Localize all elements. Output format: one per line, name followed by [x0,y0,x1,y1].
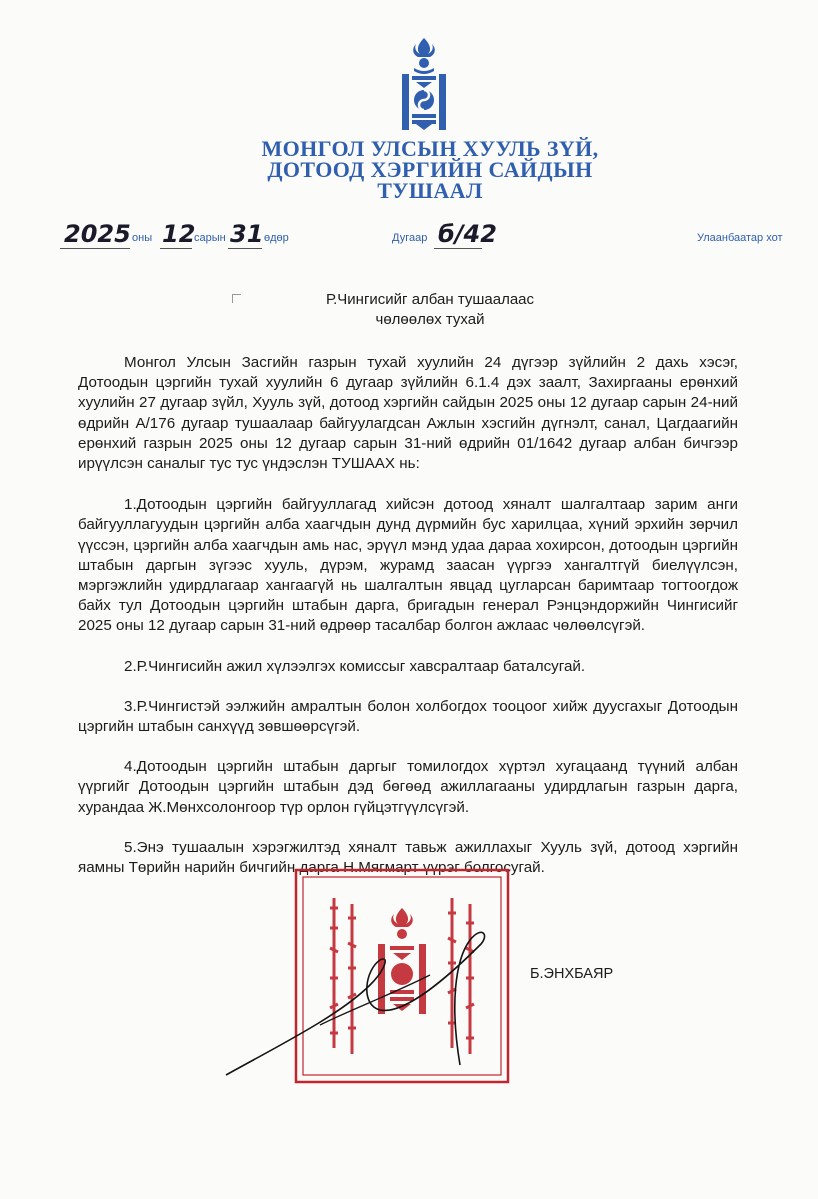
date-day: 31 [230,220,264,248]
date-line [0,218,818,258]
signer-name: Б.ЭНХБАЯР [530,966,614,982]
ministry-title-line-2: ДОТООД ХЭРГИЙН САЙДЫН [267,157,593,182]
subject-line-2: чөлөөлөх тухай [375,311,485,328]
decree-item-1: 1.Дотоодын цэргийн байгууллагад хийсэн дотоод хяналт шалгалтаар зарим анги байгууллагуудын цэргийн алба хаагчдын дунд дүрмийн бус харилцаа, хүний эрхийн зөрчил үүссэн, цэргийн алба хаагчдын амь нас, эрүүл мэнд удаа дараа хохирсон, дотоодын цэргийн штабын даргын зүгээс хууль, дүрэм, журамд заасан үүргээ хангалтгүй биелүүлсэн, мэргэжлийн удирдлагаар хангаагүй нь шалгалтын явцад цугларсан баримтаар тогтоогдож байх тул Дотоодын цэргийн штабын дарга, бригадын генерал Рэнцэндоржийн Чингисийг 2025 оны 12 дугаар сарын 31-ний өдрөөр тасалбар болгон ажлаас чөлөөлсүгэй. [78,496,738,635]
decree-item-3: 3.Р.Чингистэй ээлжийн амралтын болон холбогдох тооцоог хийж дуусгахыг Дотоодын цэргийн штабын санхүүд зөвшөөрсүгэй. [78,697,738,736]
date-year: 2025 [64,220,131,248]
decree-item-4: 4.Дотоодын цэргийн штабын даргыг томилогдох хүртэл хугацаанд түүний албан үүргийг Дотоодын цэргийн штабын дэд бөгөөд ажиллагааны удирдлагын газрын дарга, хурандаа Ж.Мөнхсолонгоор түр орлон гүйцэтгүүлсүгэй. [78,758,738,816]
decree-body [78,353,738,898]
day-label: өдөр [264,232,289,244]
subject-line-1: Р.Чингисийг албан тушаалаас [325,291,535,308]
decree-number: б/42 [438,220,497,248]
ministry-title-line-1: МОНГОЛ УЛСЫН ХУУЛЬ ЗҮЙ, [261,136,599,161]
decree-item-2: 2.Р.Чингисийн ажил хүлээлгэх комиссыг хавсралтаар баталсугай. [124,657,586,675]
place-label: Улаанбаатар хот [697,232,783,244]
date-month: 12 [162,220,196,248]
handwritten-signature-icon [220,915,520,1085]
decree-item-5: 5.Энэ тушаалын хэрэгжилтэд хяналт тавьж ажиллахыг Хууль зүй, дотоод хэргийн яамны Төрийн нарийн бичгийн дарга Н.Мягмарт үүрэг болгосугай. [78,838,738,877]
year-label: оны [132,232,153,244]
subject [250,290,610,330]
corner-mark [232,294,241,303]
soyombo-emblem-icon [396,36,452,132]
ministry-title-line-3: ТУШААЛ [377,178,483,203]
intro-paragraph: Монгол Улсын Засгийн газрын тухай хуулийн 24 дүгээр зүйлийн 2 дахь хэсэг, Дотоодын цэргийн тухай хуулийн 6 дугаар зүйлийн 6.1.4 дэх заалт, Захиргааны ерөнхий хуулийн 27 дугаар зүйл, Хууль зүй, дотоод хэргийн сайдын 2025 оны 12 дугаар сарын 24-ний өдрийн А/176 дугаар тушаалаар байгуулагдсан Ажлын хэсгийн дүгнэлт, санал, Цагдаагийн ерөнхий газрын 2025 оны 12 дугаар сарын 31-ний өдрийн 01/1642 дугаар албан бичгээр ирүүлсэн саналыг тус тус үндэслэн ТУШААХ нь: [78,354,738,473]
ministry-title [250,138,610,201]
month-label: сарын [194,232,226,244]
number-label: Дугаар [392,232,428,244]
